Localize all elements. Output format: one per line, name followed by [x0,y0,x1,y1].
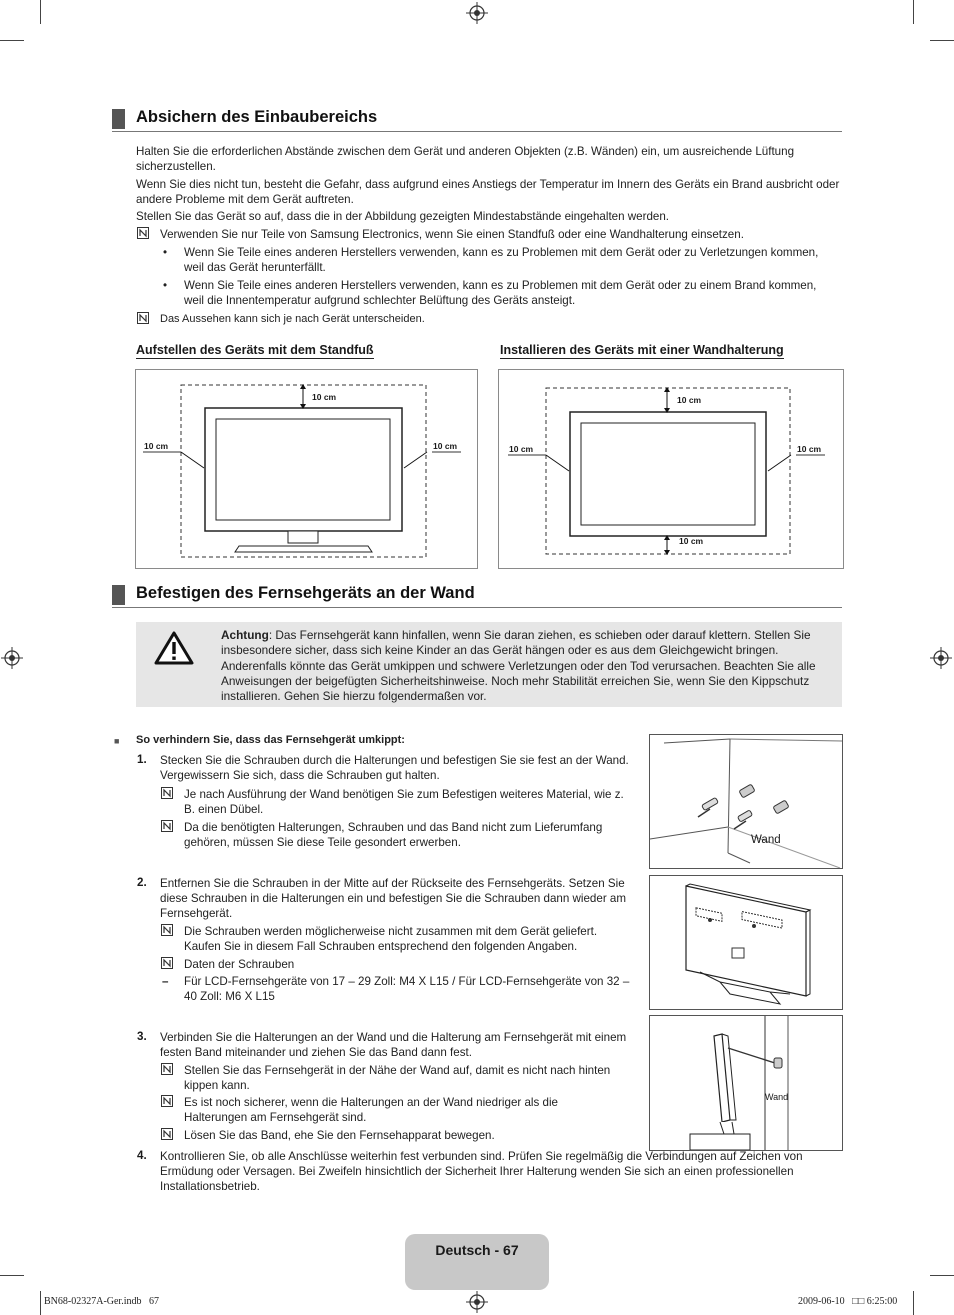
section-title: Absichern des Einbaubereichs [136,108,378,126]
warning-body: : Das Fernsehgerät kann hinfallen, wenn Sie daran ziehen, es schieben oder darauf klettern. Stellen Sie insbesondere sicher, dass sich keine Kinder an das Gerät hängen oder es aus dem Gleichgewicht bringen. Anderenfalls könnte das Gerät umkippen und schwere Verletzungen oder den Tod verursachen. Beachten Sie alle Anweisungen der beigefügten Sicherheitshinweise. Noch mehr Stabilität erreichen Sie, wenn Sie den Kippschutz installieren. Gehen Sie hierzu folgendermaßen vor. [221,628,816,704]
note-text: Stellen Sie das Fernsehgerät in der Nähe der Wand auf, damit es nicht nach hinten kippen kann. [184,1064,611,1092]
note-icon [161,1128,173,1140]
wall-label: Wand [765,1092,789,1102]
note-icon [137,227,149,239]
warning-label: Achtung [221,628,269,642]
square-bullet: ■ [114,736,120,746]
step-number: 3. [137,1030,147,1043]
step-number: 2. [137,876,147,889]
dimension-label-right: 10 cm [797,444,822,454]
note-icon [161,820,173,832]
step-text: Stecken Sie die Schrauben durch die Halterungen und befestigen Sie sie fest an der Wand. Vergewissern Sie sich, dass die Schrauben gut halten. [160,754,629,782]
bullet-dot: • [163,246,168,259]
screw-spec-text: Für LCD-Fernsehgeräte von 17 – 29 Zoll: M4 X L15 / Für LCD-Fernsehgeräte von 32 – 40 Zoll: M6 X L15 [184,975,630,1003]
dimension-label-bottom: 10 cm [679,536,704,546]
note-icon [161,787,173,799]
warning-box [136,622,842,707]
section-heading [112,585,842,608]
registration-mark-icon [930,647,952,669]
step-text: Entfernen Sie die Schrauben in der Mitte auf der Rückseite des Fernsehgeräts. Setzen Sie diese Schrauben in die Halterungen ein und befestigen Sie die Schrauben dann wieder am Fernsehgerät. [160,877,627,920]
paragraph: Stellen Sie das Gerät so auf, dass die in der Abbildung gezeigten Mindestabstände eingehalten werden. [136,210,670,223]
dimension-label-left: 10 cm [509,444,534,454]
stand-tv-illustration [136,370,477,568]
warning-triangle-icon [154,630,194,666]
wall-screws-illustration [650,735,842,868]
bullet-text: Wenn Sie Teile eines anderen Herstellers verwenden, kann es zu Problemen mit dem Gerät oder zu Verletzungen kommen, weil das Gerät herunterfällt. [184,246,819,274]
step-number: 1. [137,753,147,766]
figure-wall-screws [649,734,843,869]
page-number: Deutsch - 67 [435,1242,519,1258]
note-text: Die Schrauben werden möglicherweise nicht zusammen mit dem Gerät geliefert. Kaufen Sie in diesem Fall Schrauben entsprechend den folgenden Angaben. [184,925,598,953]
step-4-text: Kontrollieren Sie, ob alle Anschlüsse weiterhin fest verbunden sind. Prüfen Sie regelmäßig die Verbindungen auf Zeichen von Ermüdung oder Versagen. Bei Zweifeln hinsichtlich der Sicherheit Ihrer Halterung wenden Sie sich an einen professionellen Installationsbetrieb. [160,1150,803,1193]
dimension-label-right: 10 cm [433,441,458,451]
warning-text [221,628,821,704]
note-text: Je nach Ausführung der Wand benötigen Sie zum Befestigen weiteres Material, wie z. B. einen Dübel. [184,788,624,816]
tv-strap-illustration [650,1016,842,1150]
registration-mark-icon [466,2,488,24]
wall-tv-illustration [499,370,843,568]
registration-mark-icon [466,1291,488,1313]
subheading-wall-mount: Installieren des Geräts mit einer Wandhalterung [500,343,784,357]
bullet-text: Wenn Sie Teile eines anderen Herstellers verwenden, kann es zu Problemen mit dem Gerät oder zu einem Brand kommen, weil die Innentemperatur aufgrund schlechter Belüftung des Geräts ansteigt. [184,279,817,307]
clearance-diagram-stand [135,369,478,569]
figure-tv-strap [649,1015,843,1151]
note-text: Da die benötigten Halterungen, Schrauben und das Band nicht zum Lieferumfang gehören, müssen Sie diese Teile gesondert erwerben. [184,821,603,849]
note-icon [161,924,173,936]
paragraph: Wenn Sie dies nicht tun, besteht die Gefahr, dass aufgrund eines Anstiegs der Temperatur im Innern des Geräts ein Brand ausbricht oder andere Probleme mit dem Gerät auftreten. [136,178,840,206]
bullet-dot: • [163,279,168,292]
note-icon [137,312,149,324]
clearance-diagram-wall [498,369,844,569]
note-icon [161,1095,173,1107]
step-text: Verbinden Sie die Halterungen an der Wand und die Halterung am Fernsehgerät mit einem festen Band miteinander und ziehen Sie das Band dann fest. [160,1031,627,1059]
tv-back-illustration [650,876,842,1009]
step-text [160,1149,805,1194]
note-text: Daten der Schrauben [184,958,295,971]
subheading-stand: Aufstellen des Geräts mit dem Standfuß [136,343,374,357]
paragraph: Halten Sie die erforderlichen Abstände zwischen dem Gerät und anderen Objekten (z.B. Wänden) ein, um ausreichende Lüftung sicherzustellen. [136,145,795,173]
note-text: Es ist noch sicherer, wenn die Halterungen an der Wand niedriger als die Halterungen am Fernsehgerät sind. [184,1096,558,1124]
registration-mark-icon [1,647,23,669]
imprint-date: 2009-06-10 □□ 6:25:00 [798,1296,898,1307]
wall-label: Wand [751,834,781,846]
dash: – [162,975,169,988]
note-text: Lösen Sie das Band, ehe Sie den Fernsehapparat bewegen. [184,1129,495,1142]
note-icon [161,957,173,969]
section-heading [112,109,842,132]
note-text: Das Aussehen kann sich je nach Gerät unterscheiden. [160,313,425,325]
dimension-label-left: 10 cm [144,441,169,451]
note-text: Verwenden Sie nur Teile von Samsung Electronics, wenn Sie einen Standfuß oder eine Wandhalterung einsetzen. [160,228,744,241]
note-icon [161,1063,173,1075]
section-title: Befestigen des Fernsehgeräts an der Wand [136,584,475,602]
imprint-file: BN68-02327A-Ger.indb 67 [44,1296,159,1307]
dimension-label-top: 10 cm [677,395,702,405]
prevent-title: So verhindern Sie, dass das Fernsehgerät umkippt: [136,734,405,746]
page-number-tab [405,1234,549,1290]
figure-tv-back [649,875,843,1010]
step-number: 4. [137,1149,147,1162]
dimension-label-top: 10 cm [312,392,337,402]
